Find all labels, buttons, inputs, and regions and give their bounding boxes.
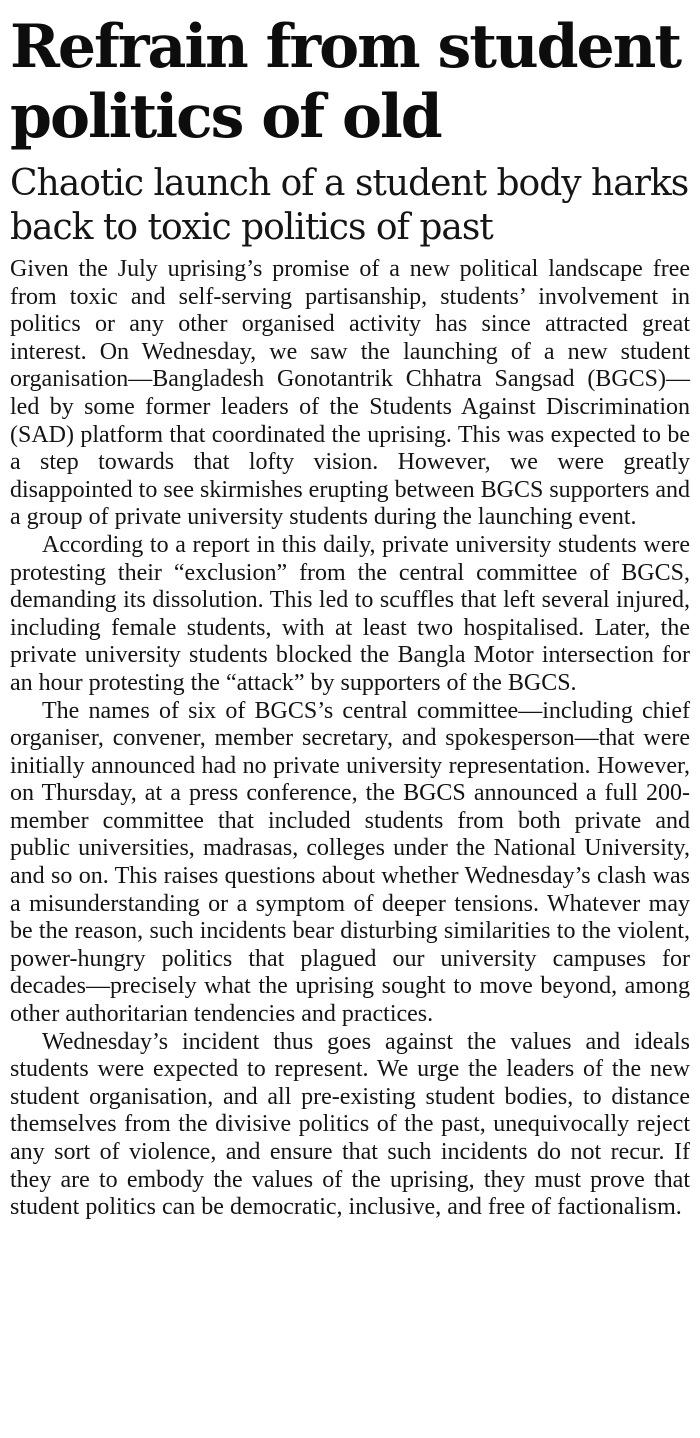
paragraph-4: Wednesday’s incident thus goes against the values and ideals students were expected to represent. We urge the leaders of the new student organisation, and all pre-existing student bodies, to distance themselves from the divisive politics of the past, unequivocally reject any sort of violence, and ensure that such incidents do not recur. If they are to embody the values of the uprising, they must prove that student politics can be democratic, inclusive, and free of factionalism. bbox=[10, 1028, 690, 1221]
subheadline: Chaotic launch of a student body harks back to toxic politics of past bbox=[10, 163, 689, 248]
paragraph-1: Given the July uprising’s promise of a new political landscape free from toxic and self-serving partisanship, students’ involvement in politics or any other organised activity has since attracted great interest. On Wednesday, we saw the launching of a new student organisation—Bangladesh Gonotantrik Chhatra Sangsad (BGCS)—led by some former leaders of the Students Against Discrimination (SAD) platform that coordinated the uprising. This was expected to be a step towards that lofty vision. However, we were greatly disappointed to see skirmishes erupting between BGCS supporters and a group of private university students during the launching event. bbox=[10, 256, 690, 531]
headline: Refrain from student politics of old bbox=[10, 12, 681, 152]
editorial-article bbox=[10, 12, 690, 1222]
paragraph-3: The names of six of BGCS’s central committee—including chief organiser, convener, member secretary, and spokesperson—that were initially announced had no private university representation. However, on Thursday, at a press conference, the BGCS announced a full 200-member committee that included students from both private and public universities, madrasas, colleges under the National University, and so on. This raises questions about whether Wednesday’s clash was a misunderstanding or a symptom of deeper tensions. Whatever may be the reason, such incidents bear disturbing similarities to the violent, power-hungry politics that plagued our university campuses for decades—precisely what the uprising sought to move beyond, among other authoritarian tendencies and practices. bbox=[10, 697, 690, 1028]
article-body bbox=[10, 256, 690, 1222]
paragraph-2: According to a report in this daily, private university students were protesting their “exclusion” from the central committee of BGCS, demanding its dissolution. This led to scuffles that left several injured, including female students, with at least two hospitalised. Later, the private university students blocked the Bangla Motor intersection for an hour protesting the “attack” by supporters of the BGCS. bbox=[10, 531, 690, 696]
